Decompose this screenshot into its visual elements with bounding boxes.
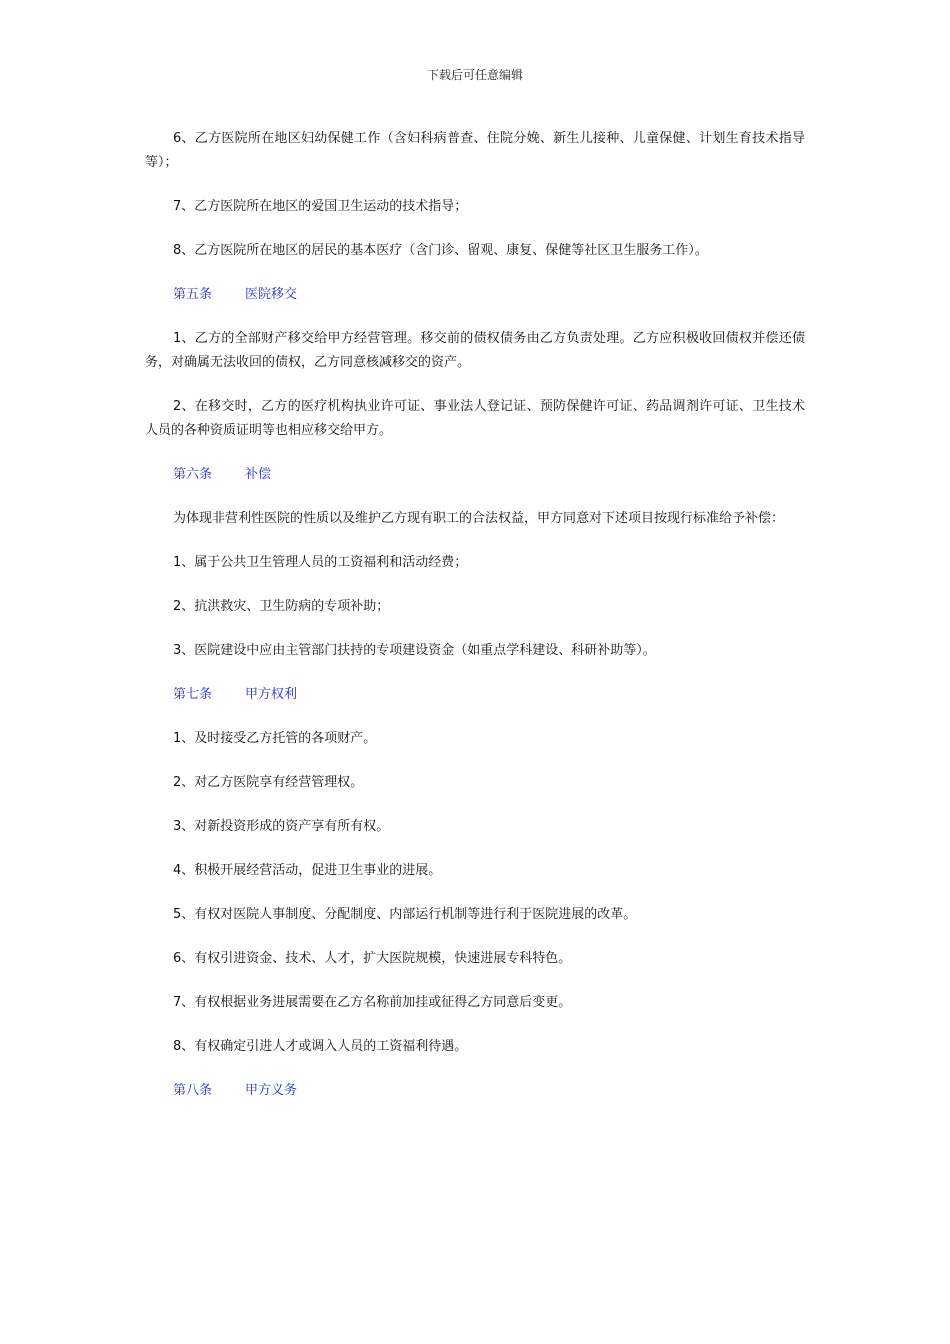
clause-paragraph: 为体现非营利性医院的性质以及维护乙方现有职工的合法权益，甲方同意对下述项目按现行标准给予补偿： bbox=[173, 511, 785, 526]
section-number: 第六条 bbox=[173, 467, 213, 482]
clause-paragraph: 2、在移交时，乙方的医疗机构执业许可证、事业法人登记证、预防保健许可证、药品调剂许可证、卫生技术人员的各种资质证明等也相应移交给甲方。 bbox=[145, 399, 805, 438]
section-number: 第五条 bbox=[173, 287, 213, 302]
page-header: 下载后可任意编辑 bbox=[426, 68, 523, 82]
clause-paragraph: 8、有权确定引进人才或调入人员的工资福利待遇。 bbox=[173, 1039, 468, 1054]
clause-paragraph: 1、乙方的全部财产移交给甲方经营管理。移交前的债权债务由乙方负责处理。乙方应积极收回债权并偿还债务，对确属无法收回的债权，乙方同意核减移交的资产。 bbox=[145, 331, 805, 370]
section-title: 医院移交 bbox=[245, 287, 298, 302]
section-heading bbox=[145, 283, 805, 307]
clause-paragraph: 6、乙方医院所在地区妇幼保健工作（含妇科病普查、住院分娩、新生儿接种、儿童保健、计划生育技术指导等）； bbox=[145, 131, 805, 170]
section-heading bbox=[145, 463, 805, 487]
clause-paragraph: 6、有权引进资金、技术、人才，扩大医院规模，快速进展专科特色。 bbox=[173, 951, 572, 966]
clause-paragraph: 1、及时接受乙方托管的各项财产。 bbox=[173, 731, 377, 746]
document-body bbox=[145, 127, 805, 1123]
clause-paragraph: 8、乙方医院所在地区的居民的基本医疗（含门诊、留观、康复、保健等社区卫生服务工作）。 bbox=[173, 243, 708, 258]
section-title: 补偿 bbox=[245, 467, 272, 482]
clause-paragraph: 2、抗洪救灾、卫生防病的专项补助； bbox=[173, 599, 390, 614]
clause-paragraph: 3、对新投资形成的资产享有所有权。 bbox=[173, 819, 390, 834]
section-heading bbox=[145, 1079, 805, 1103]
clause-paragraph: 2、对乙方医院享有经营管理权。 bbox=[173, 775, 364, 790]
clause-paragraph: 4、积极开展经营活动，促进卫生事业的进展。 bbox=[173, 863, 442, 878]
clause-paragraph: 7、有权根据业务进展需要在乙方名称前加挂或征得乙方同意后变更。 bbox=[173, 995, 572, 1010]
clause-paragraph: 3、医院建设中应由主管部门扶持的专项建设资金（如重点学科建设、科研补助等）。 bbox=[173, 643, 656, 658]
section-number: 第八条 bbox=[173, 1083, 213, 1098]
section-number: 第七条 bbox=[173, 687, 213, 702]
clause-paragraph: 1、属于公共卫生管理人员的工资福利和活动经费； bbox=[173, 555, 468, 570]
clause-paragraph: 7、乙方医院所在地区的爱国卫生运动的技术指导； bbox=[173, 199, 468, 214]
section-title: 甲方义务 bbox=[245, 1083, 298, 1098]
section-heading bbox=[145, 683, 805, 707]
clause-paragraph: 5、有权对医院人事制度、分配制度、内部运行机制等进行利于医院进展的改革。 bbox=[173, 907, 637, 922]
section-title: 甲方权利 bbox=[245, 687, 298, 702]
